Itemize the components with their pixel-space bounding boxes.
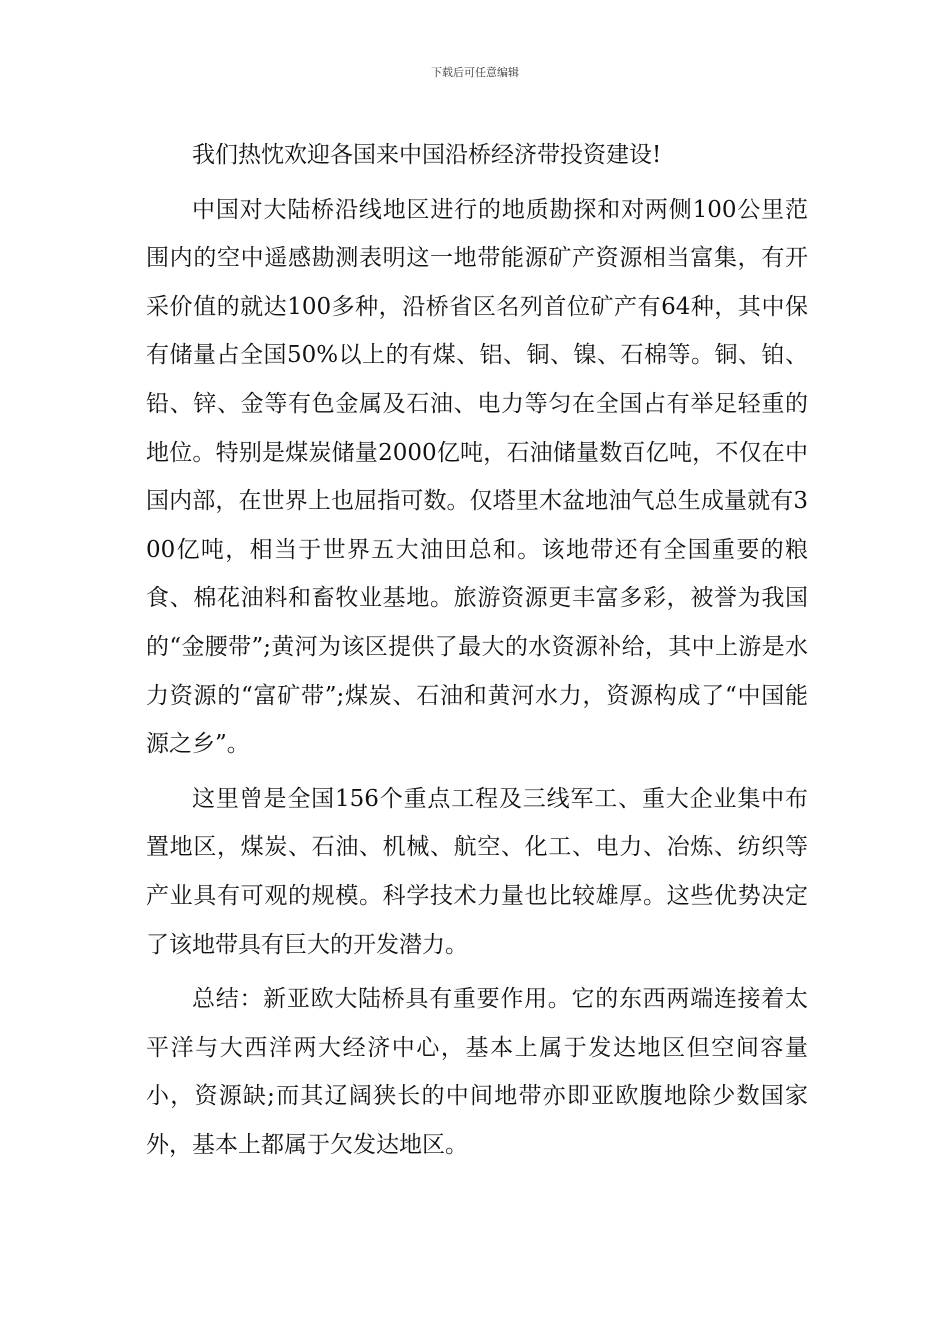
paragraph-resources: 中国对大陆桥沿线地区进行的地质勘探和对两侧100公里范围内的空中遥感勘测表明这一地带能源矿产资源相当富集，有开采价值的就达100多种，沿桥省区名列首位矿产有64种，其中保有储量占全国50%以上的有煤、铝、铜、镍、石棉等。铜、铂、铅、锌、金等有色金属及石油、电力等匀在全国占有举足轻重的地位。特别是煤炭储量2000亿吨，石油储量数百亿吨，不仅在中国内部，在世界上也屈指可数。仅塔里木盆地油气总生成量就有300亿吨，相当于世界五大油田总和。该地带还有全国重要的粮食、棉花油料和畜牧业基地。旅游资源更丰富多彩，被誉为我国的“金腰带”;黄河为该区提供了最大的水资源补给，其中上游是水力资源的“富矿带”;煤炭、石油和黄河水力，资源构成了“中国能源之乡”。 [146,196,808,758]
page-header: 下载后可任意编辑 [431,66,519,79]
document-body [146,131,808,1169]
paragraph-summary: 总结：新亚欧大陆桥具有重要作用。它的东西两端连接着太平洋与大西洋两大经济中心，基本上属于发达地区但空间容量小，资源缺;而其辽阔狭长的中间地带亦即亚欧腹地除少数国家外，基本上都属于欠发达地区。 [146,986,808,1158]
paragraph-industry: 这里曾是全国156个重点工程及三线军工、重大企业集中布置地区，煤炭、石油、机械、航空、化工、电力、冶炼、纺织等产业具有可观的规模。科学技术力量也比较雄厚。这些优势决定了该地带具有巨大的开发潜力。 [146,785,808,958]
paragraph-welcome: 我们热忱欢迎各国来中国沿桥经济带投资建设! [192,142,662,168]
